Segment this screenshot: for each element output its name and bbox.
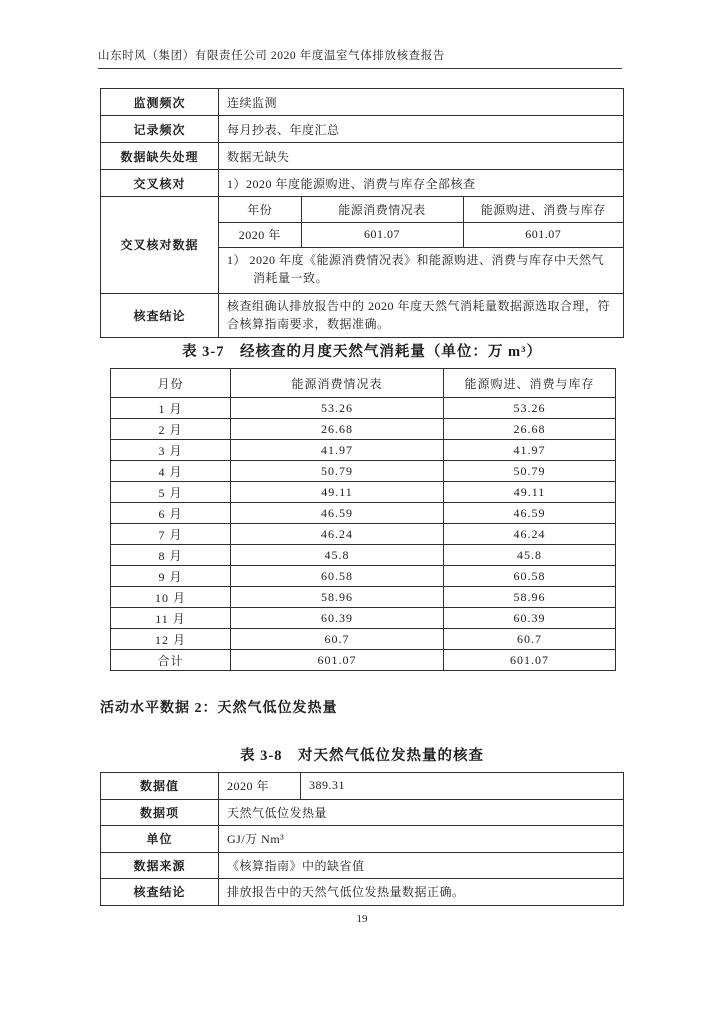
inner-col-header: 年份 [219,197,301,222]
inner-header-row [219,197,623,222]
row-label: 数据来源 [101,852,219,879]
cross-check-data-cell [219,197,624,294]
conclusion-row [101,879,624,906]
value-cell: 46.59 [231,503,444,524]
table-3-8-title: 表 3-8 对天然气低位发热量的核查 [240,748,484,764]
monitoring-verification-table [100,88,624,338]
total-value-cell: 601.07 [444,650,616,671]
table-row [111,587,616,608]
row-label: 单位 [101,826,219,853]
value-cell: 58.96 [231,587,444,608]
col-header-month: 月份 [111,369,231,398]
value-cell: 50.79 [444,461,616,482]
col-header-purchase: 能源购进、消费与库存 [444,369,616,398]
row-value: 核查组确认排放报告中的 2020 年度天然气消耗量数据源选取合理，符合核算指南要求，数据准确。 [219,293,624,337]
row-value: 数据无缺失 [219,143,624,170]
page-number: 19 [356,913,368,925]
value-cell: 45.8 [444,545,616,566]
row-label: 数据项 [101,799,219,826]
table-row [111,503,616,524]
table-3-7-title: 表 3-7 经核查的月度天然气消耗量（单位：万 m³） [181,344,542,360]
inner-col-header: 能源购进、消费与库存 [463,197,623,222]
inner-cell: 601.07 [463,222,623,247]
table-row [101,170,624,197]
year-cell: 2020 年 [219,773,301,800]
value-cell: 49.11 [444,482,616,503]
month-cell: 6 月 [111,503,231,524]
table-header-row [111,369,616,398]
cross-check-note: 1） 2020 年度《能源消费情况表》和能源购进、消费与库存中天然气消耗量一致。 [227,252,605,286]
value-cell: 60.7 [444,629,616,650]
row-value: 天然气低位发热量 [219,799,624,826]
table-row [111,629,616,650]
table-row [111,608,616,629]
total-value-cell: 601.07 [231,650,444,671]
table-row [111,545,616,566]
value-cell: 53.26 [231,398,444,419]
value-cell: 60.39 [444,608,616,629]
table-row [111,566,616,587]
month-cell: 8 月 [111,545,231,566]
row-label: 交叉核对 [101,170,219,197]
table-row [101,826,624,853]
table-row [101,143,624,170]
total-row [111,650,616,671]
cross-check-data-row [101,197,624,294]
conclusion-row [101,293,624,337]
table-row [111,524,616,545]
document-header-title: 山东时风（集团）有限责任公司 2020 年度温室气体排放核查报告 [98,47,622,69]
monthly-gas-consumption-table [110,368,616,671]
value-cell: 60.7 [231,629,444,650]
inner-cell: 2020 年 [219,222,301,247]
value-cell: 49.11 [231,482,444,503]
row-value: 每月抄表、年度汇总 [219,116,624,143]
row-label: 数据值 [101,773,219,800]
total-label-cell: 合计 [111,650,231,671]
row-value: 连续监测 [219,89,624,116]
table-row [101,852,624,879]
month-cell: 12 月 [111,629,231,650]
value-cell: 46.24 [444,524,616,545]
value-cell: 50.79 [231,461,444,482]
table-row [111,482,616,503]
row-value: 389.31 [301,773,624,800]
row-value: 排放报告中的天然气低位发热量数据正确。 [219,879,624,906]
row-value: 《核算指南》中的缺省值 [219,852,624,879]
table-row [101,116,624,143]
table-row [111,461,616,482]
value-cell: 60.58 [231,566,444,587]
value-cell: 60.58 [444,566,616,587]
month-cell: 11 月 [111,608,231,629]
month-cell: 10 月 [111,587,231,608]
data-value-row [101,773,624,800]
value-cell: 41.97 [231,440,444,461]
value-cell: 26.68 [231,419,444,440]
value-cell: 58.96 [444,587,616,608]
value-cell: 53.26 [444,398,616,419]
month-cell: 9 月 [111,566,231,587]
row-label: 核查结论 [101,879,219,906]
row-value: GJ/万 Nm³ [219,826,624,853]
inner-data-row [219,222,623,247]
row-label: 核查结论 [101,293,219,337]
activity-data-section-heading: 活动水平数据 2：天然气低位发热量 [100,701,338,716]
value-cell: 46.59 [444,503,616,524]
value-cell: 41.97 [444,440,616,461]
cross-check-inner-table [219,197,623,248]
row-label: 交叉核对数据 [101,197,219,294]
value-cell: 26.68 [444,419,616,440]
month-cell: 7 月 [111,524,231,545]
value-cell: 46.24 [231,524,444,545]
row-value: 1）2020 年度能源购进、消费与库存全部核查 [219,170,624,197]
month-cell: 3 月 [111,440,231,461]
heating-value-verification-table [100,772,624,906]
inner-cell: 601.07 [301,222,463,247]
value-cell: 45.8 [231,545,444,566]
table-row [101,89,624,116]
row-label: 数据缺失处理 [101,143,219,170]
row-label: 记录频次 [101,116,219,143]
col-header-consumption: 能源消费情况表 [231,369,444,398]
month-cell: 2 月 [111,419,231,440]
table-row [111,440,616,461]
inner-col-header: 能源消费情况表 [301,197,463,222]
value-cell: 60.39 [231,608,444,629]
table-row [111,398,616,419]
month-cell: 4 月 [111,461,231,482]
row-label: 监测频次 [101,89,219,116]
table-row [101,799,624,826]
month-cell: 1 月 [111,398,231,419]
month-cell: 5 月 [111,482,231,503]
table-row [111,419,616,440]
